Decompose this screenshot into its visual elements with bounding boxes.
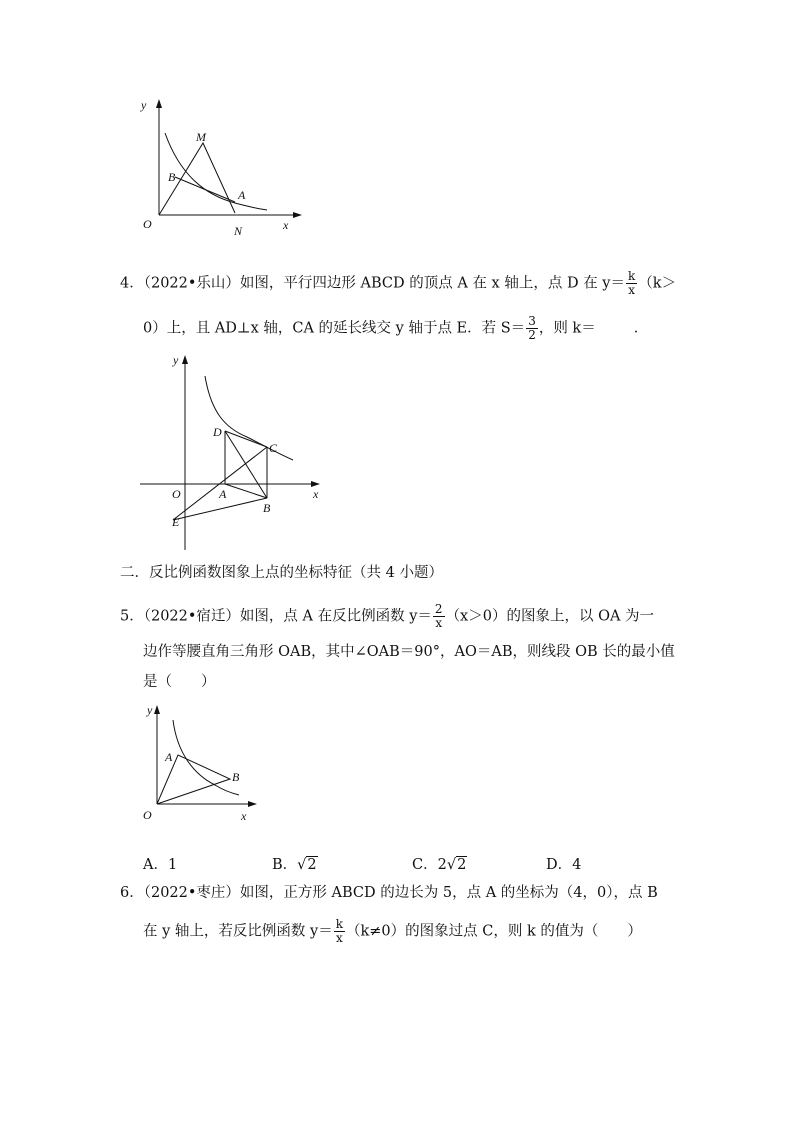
option-b[interactable]: B．√2 <box>272 857 317 873</box>
sqrt-radicand: 2 <box>307 857 317 873</box>
label-a: A <box>219 487 227 501</box>
label-a: A <box>165 750 173 764</box>
figure-3 <box>135 700 270 830</box>
fraction-k-over-x: $\frac{k}{x}$ <box>335 917 343 945</box>
label-e: E <box>172 515 180 529</box>
q4-line-2: 0）上，且 AD⊥x 轴，CA 的延长线交 y 轴于点 E．若 S＝ $\frac{3}{2}$ ，则 k＝ ． <box>143 314 649 342</box>
x-label: x <box>313 487 319 501</box>
sqrt-radicand: 2 <box>457 857 467 873</box>
label-b: B <box>263 501 271 515</box>
label-b: B <box>232 770 240 784</box>
y-label: y <box>141 98 147 112</box>
segment-ab <box>225 484 267 498</box>
y-label: y <box>173 353 179 367</box>
segment-dc <box>225 431 267 447</box>
fraction-2-over-x: $\frac{2}{x}$ <box>434 602 443 630</box>
fraction-k-over-x: $\frac{k}{x}$ <box>628 269 636 297</box>
label-n: N <box>234 224 243 238</box>
y-label: y <box>147 703 153 717</box>
figure-1 <box>135 95 310 240</box>
label-d: D <box>213 425 222 439</box>
segment-ba <box>175 177 235 202</box>
q6-line-1: 6．（2022•枣庄）如图，正方形 ABCD 的边长为 5，点 A 的坐标为（4，0），点 B <box>120 885 658 901</box>
label-o: O <box>143 217 152 231</box>
q5-line-3: 是（ ） <box>143 674 216 690</box>
label-c: C <box>269 441 278 455</box>
q4-line-1: 4．（2022•乐山）如图，平行四边形 ABCD 的顶点 A 在 x 轴上，点 D 在 y＝ $\frac{k}{x}$ （k＞ <box>120 269 677 297</box>
label-m: M <box>196 130 206 144</box>
label-o: O <box>143 808 152 822</box>
option-d[interactable]: D．4 <box>546 857 582 873</box>
q5-line-1: 5．（2022•宿迁）如图，点 A 在反比例函数 y＝ $\frac{2}{x}$ （x＞0）的图象上，以 OA 为一 <box>120 602 655 630</box>
label-b: B <box>168 170 176 184</box>
label-o: O <box>172 487 181 501</box>
x-label: x <box>241 809 247 823</box>
figure-2 <box>135 350 335 555</box>
hyperbola-curve <box>205 376 293 460</box>
q5-line-2: 边作等腰直角三角形 OAB，其中∠OAB＝90°，AO＝AB，则线段 OB 长的最小值 <box>143 644 675 660</box>
option-c[interactable]: C．2√2 <box>412 857 467 873</box>
section-heading: 二．反比例函数图象上点的坐标特征（共 4 小题） <box>120 565 443 581</box>
x-label: x <box>283 218 289 232</box>
q6-line-2: 在 y 轴上，若反比例函数 y＝ $\frac{k}{x}$ （k≠0）的图象过点 C，则 k 的值为（ ） <box>143 917 642 945</box>
label-a: A <box>238 188 246 202</box>
segment-db <box>225 431 267 498</box>
fraction-3-over-2: $\frac{3}{2}$ <box>528 314 536 342</box>
option-a[interactable]: A．1 <box>143 857 178 873</box>
